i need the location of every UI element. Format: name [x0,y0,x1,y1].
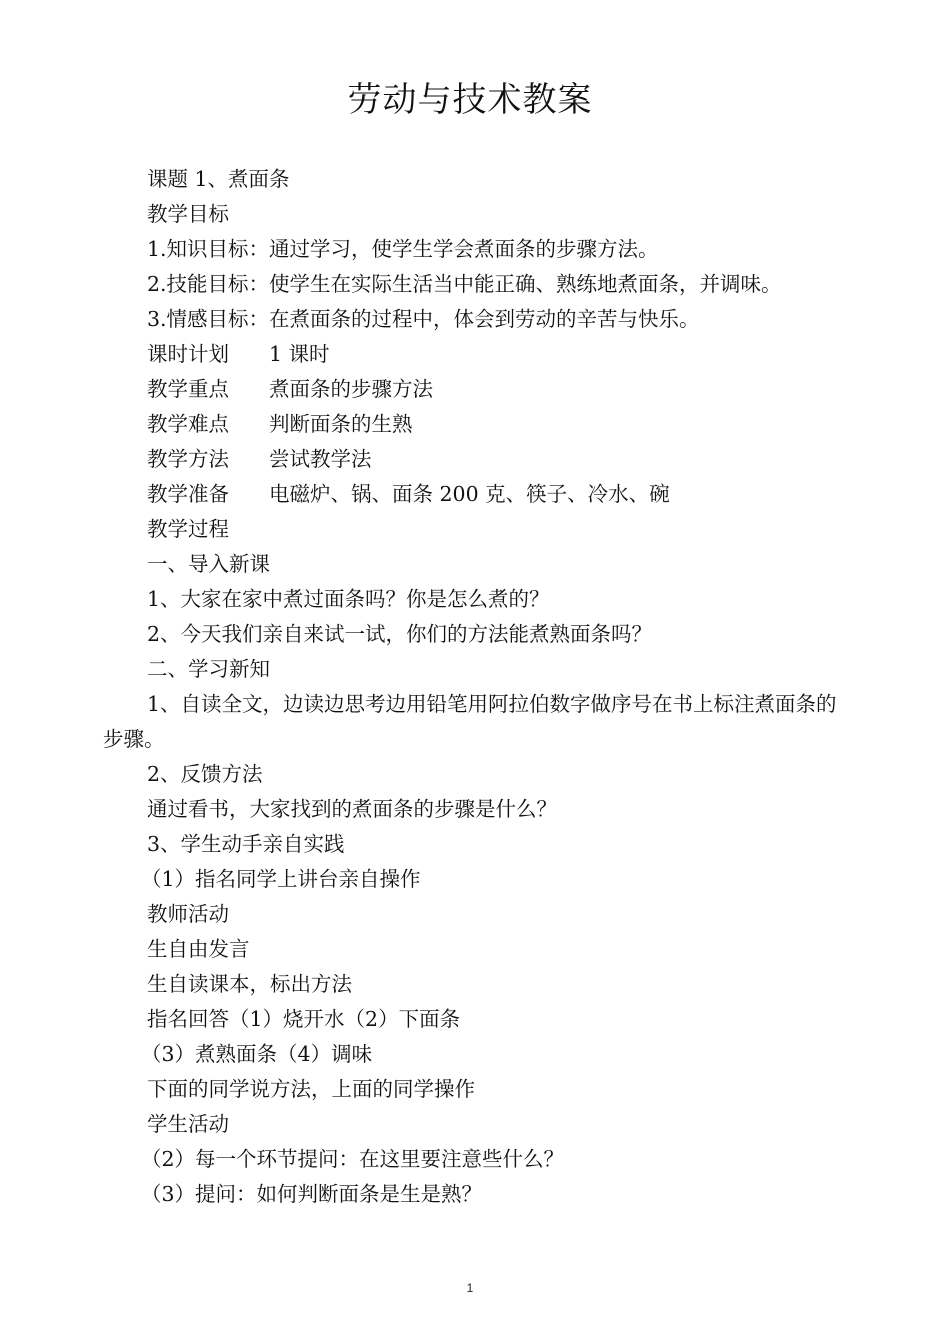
section-2-item-3: 3、学生动手亲自实践 [147,832,345,856]
info-row-method [103,442,843,477]
feedback-question: 通过看书，大家找到的煮面条的步骤是什么？ [147,797,557,821]
info-label: 教学难点 [147,412,229,436]
section-1-heading: 一、导入新课 [147,552,270,576]
info-label: 课时计划 [147,342,229,366]
teacher-activity-label: 教师活动 [147,902,229,926]
info-label: 教学方法 [147,447,229,471]
info-value: 电磁炉、锅、面条 200 克、筷子、冷水、碗 [269,482,670,506]
info-value: 尝试教学法 [269,447,372,471]
below-above-line: 下面的同学说方法，上面的同学操作 [147,1077,475,1101]
info-value: 1 课时 [269,342,330,366]
objective-3: 3.情感目标：在煮面条的过程中，体会到劳动的辛苦与快乐。 [147,307,700,331]
section-2-item-1: 1、自读全文，边读边思考边用铅笔用阿拉伯数字做序号在书上标注煮面条的步骤。 [103,692,837,751]
document-body [103,162,843,1212]
objective-1: 1.知识目标：通过学习，使学生学会煮面条的步骤方法。 [147,237,659,261]
page-number: 1 [466,1281,474,1295]
question-3-line: （3）提问：如何判断面条是生是熟？ [141,1182,483,1206]
info-value: 煮面条的步骤方法 [269,377,433,401]
answer-line-2: （3）煮熟面条（4）调味 [141,1042,373,1066]
section-2-heading: 二、学习新知 [147,657,270,681]
document-title: 劳动与技术教案 [347,80,593,120]
section-1-question-2: 2、今天我们亲自来试一试，你们的方法能煮熟面条吗？ [147,622,653,646]
topic-line: 课题 1、煮面条 [147,167,290,191]
free-speech-line: 生自由发言 [147,937,250,961]
info-row-key-point [103,372,843,407]
info-row-hours [103,337,843,372]
practice-step-1: （1）指名同学上讲台亲自操作 [141,867,421,891]
answer-line-1: 指名回答（1）烧开水（2）下面条 [147,1007,461,1031]
info-value: 判断面条的生熟 [269,412,413,436]
info-label: 教学准备 [147,482,229,506]
objectives-heading: 教学目标 [147,202,229,226]
info-row-preparation [103,477,843,512]
question-2-line: （2）每一个环节提问：在这里要注意些什么？ [141,1147,565,1171]
section-2-item-2: 2、反馈方法 [147,762,263,786]
self-read-line: 生自读课本，标出方法 [147,972,352,996]
info-row-difficulty [103,407,843,442]
info-label: 教学重点 [147,377,229,401]
process-heading: 教学过程 [147,517,229,541]
student-activity-label: 学生活动 [147,1112,229,1136]
objective-2: 2.技能目标：使学生在实际生活当中能正确、熟练地煮面条，并调味。 [147,272,782,296]
section-1-question-1: 1、大家在家中煮过面条吗？你是怎么煮的？ [147,587,550,611]
